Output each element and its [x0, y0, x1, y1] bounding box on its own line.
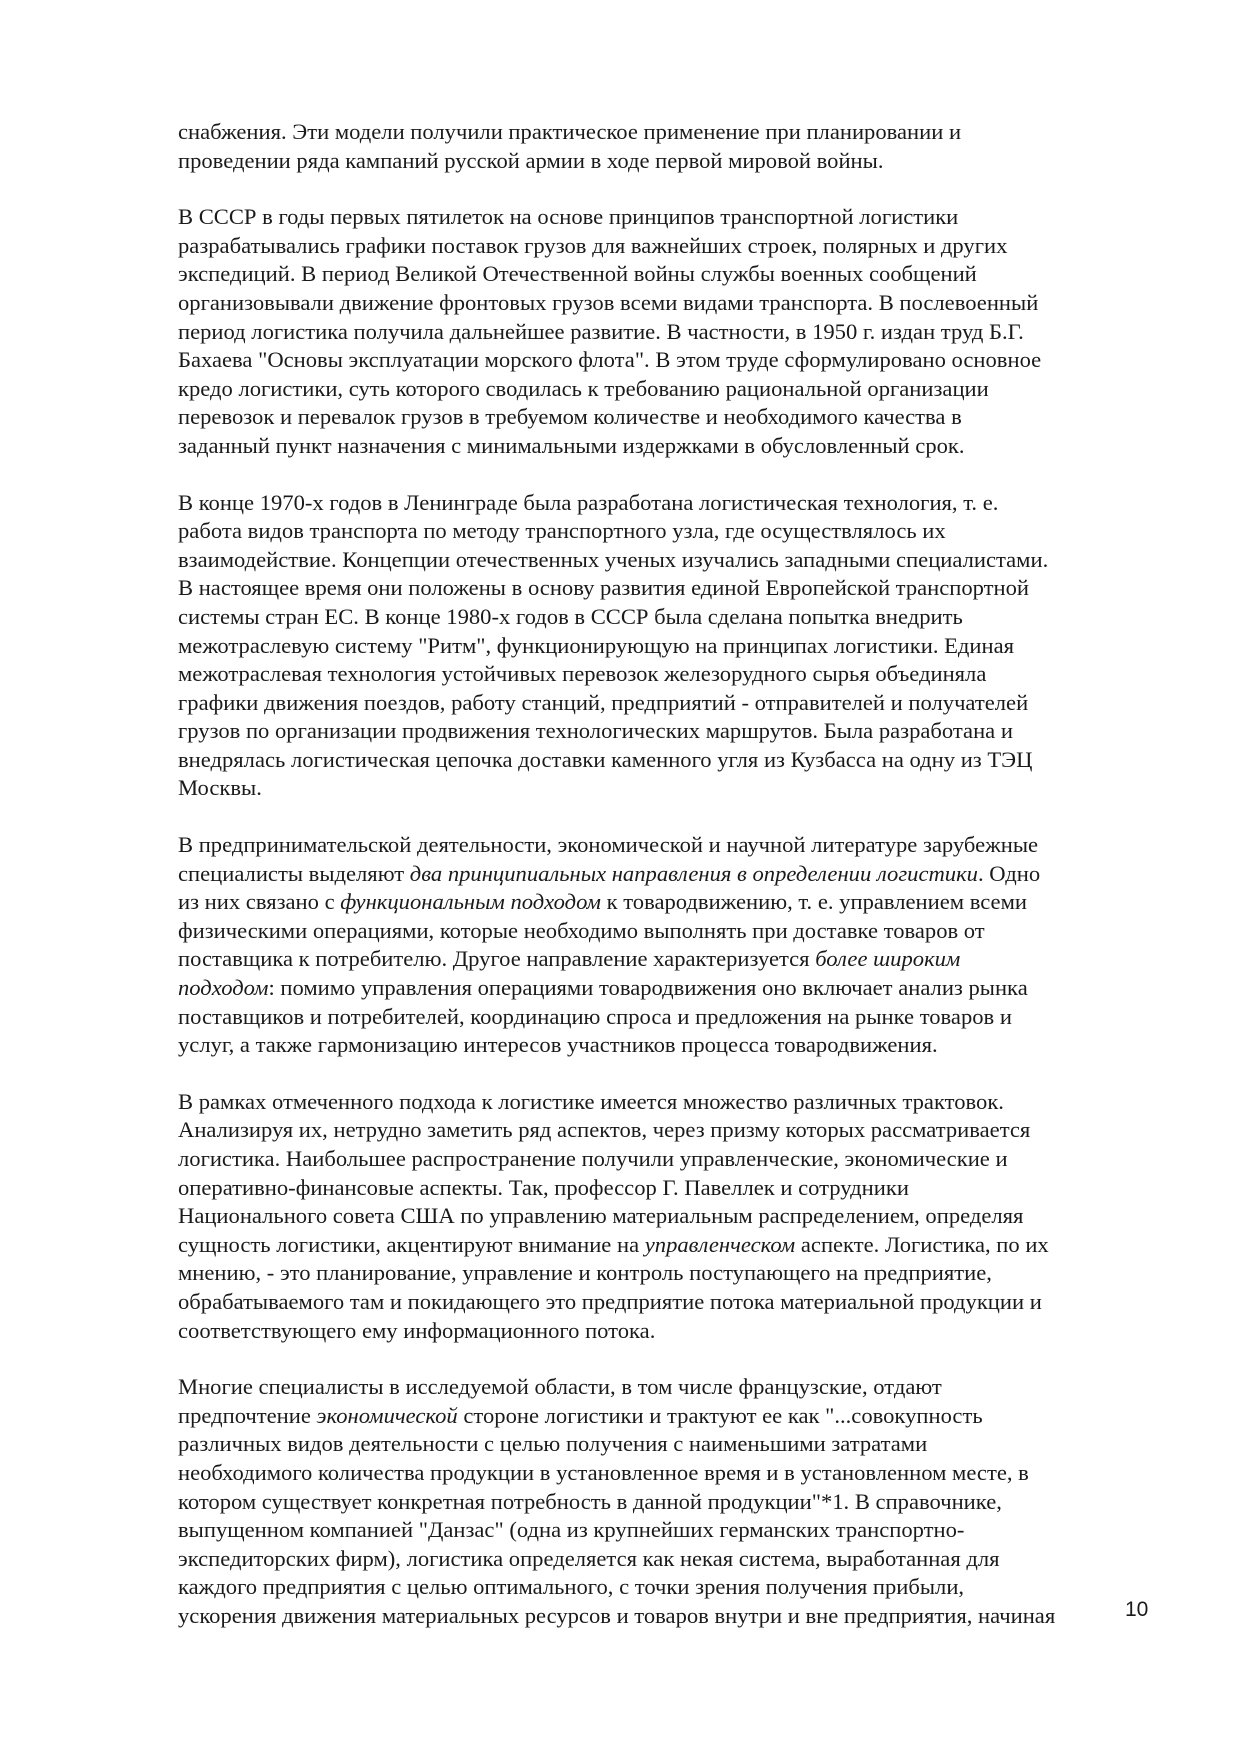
text-line: [178, 717, 1168, 746]
paragraph: [178, 489, 1168, 804]
text-segment: соответствующего ему информационного потока.: [178, 1317, 656, 1343]
text-line: [178, 1003, 1168, 1032]
text-segment: Национального совета США по управлению материальным распределением, определяя: [178, 1203, 1024, 1229]
text-line: [178, 1573, 1168, 1602]
text-segment: каждого предприятия с целью оптимального, с точки зрения получения прибыли,: [178, 1574, 965, 1600]
page-number: 10: [1125, 1598, 1149, 1621]
text-segment: В СССР в годы первых пятилеток на основе принципов транспортной логистики: [178, 204, 959, 230]
text-segment: межотраслевая технология устойчивых перевозок железорудного сырья объединяла: [178, 661, 987, 687]
text-segment: физическими операциями, которые необходимо выполнять при доставке товаров от: [178, 917, 985, 943]
text-line: [178, 689, 1168, 718]
text-segment: период логистика получила дальнейшее развитие. В частности, в 1950 г. издан труд Б.Г.: [178, 318, 1024, 344]
text-line: [178, 1259, 1168, 1288]
paragraph: [178, 831, 1168, 1060]
paragraph: [178, 1373, 1168, 1630]
text-line: [178, 1545, 1168, 1574]
text-segment: специалисты выделяют: [178, 860, 410, 886]
text-line: [178, 1317, 1168, 1346]
text-segment: к товародвижению, т. е. управлением всеми: [600, 889, 1027, 915]
text-line: [178, 318, 1168, 347]
paragraph: [178, 118, 1168, 175]
text-line: [178, 289, 1168, 318]
text-line: [178, 260, 1168, 289]
text-line: [178, 917, 1168, 946]
emphasis-text: подходом: [178, 975, 269, 1001]
text-segment: Анализируя их, нетрудно заметить ряд аспектов, через призму которых рассматривается: [178, 1117, 1031, 1143]
text-segment: экспедиторских фирм), логистика определяется как некая система, выработанная для: [178, 1545, 1000, 1571]
text-line: [178, 632, 1168, 661]
emphasis-text: управленческом: [644, 1231, 796, 1257]
text-segment: разрабатывались графики поставок грузов для важнейших строек, полярных и других: [178, 232, 1008, 258]
emphasis-text: функциональным подходом: [340, 889, 601, 915]
text-segment: заданный пункт назначения с минимальными издержками в обусловленный срок.: [178, 432, 965, 458]
text-line: [178, 489, 1168, 518]
text-line: [178, 346, 1168, 375]
text-line: [178, 118, 1168, 147]
text-line: [178, 203, 1168, 232]
text-segment: внедрялась логистическая цепочка доставки каменного угля из Кузбасса на одну из ТЭЦ: [178, 746, 1033, 772]
text-line: [178, 1602, 1168, 1631]
text-line: [178, 232, 1168, 261]
text-line: [178, 1231, 1168, 1260]
text-line: [178, 574, 1168, 603]
text-segment: оперативно-финансовые аспекты. Так, профессор Г. Павеллек и сотрудники: [178, 1174, 909, 1200]
text-segment: Многие специалисты в исследуемой области, в том числе французские, отдают: [178, 1374, 942, 1400]
text-line: [178, 1145, 1168, 1174]
text-line: [178, 1031, 1168, 1060]
text-line: [178, 1459, 1168, 1488]
text-line: [178, 974, 1168, 1003]
text-segment: предпочтение: [178, 1402, 317, 1428]
text-line: [178, 888, 1168, 917]
text-segment: Москвы.: [178, 775, 262, 801]
text-segment: грузов по организации продвижения технологических маршрутов. Была разработана и: [178, 718, 1013, 744]
text-segment: поставщика к потребителю. Другое направление характеризуется: [178, 946, 816, 972]
text-segment: . Одно: [977, 860, 1041, 886]
text-segment: графики движения поездов, работу станций, предприятий - отправителей и получателей: [178, 689, 1029, 715]
text-line: [178, 403, 1168, 432]
text-line: [178, 603, 1168, 632]
text-segment: перевозок и перевалок грузов в требуемом количестве и необходимого качества в: [178, 404, 962, 430]
emphasis-text: два принципиальных направления в определении логистики: [409, 860, 978, 886]
text-segment: стороне логистики и трактуют ее как "...совокупность: [457, 1402, 983, 1428]
text-line: [178, 1516, 1168, 1545]
text-segment: ускорения движения материальных ресурсов и товаров внутри и вне предприятия, начиная: [178, 1602, 1056, 1628]
text-segment: необходимого количества продукции в установленное время и в установленном месте, в: [178, 1459, 1029, 1485]
text-line: [178, 1373, 1168, 1402]
text-line: [178, 746, 1168, 775]
text-segment: обрабатываемого там и покидающего это предприятие потока материальной продукции и: [178, 1288, 1042, 1314]
text-line: [178, 1402, 1168, 1431]
text-segment: проведении ряда кампаний русской армии в ходе первой мировой войны.: [178, 147, 884, 173]
text-line: [178, 147, 1168, 176]
text-line: [178, 1202, 1168, 1231]
emphasis-text: более широким: [815, 946, 961, 972]
text-segment: котором существует конкретная потребность в данной продукции"*1. В справочнике,: [178, 1488, 1002, 1514]
text-line: [178, 1116, 1168, 1145]
text-line: [178, 660, 1168, 689]
text-line: [178, 860, 1168, 889]
text-line: [178, 1174, 1168, 1203]
emphasis-text: экономической: [316, 1402, 458, 1428]
text-segment: В настоящее время они положены в основу развития единой Европейской транспортной: [178, 575, 1030, 601]
text-segment: снабжения. Эти модели получили практическое применение при планировании и: [178, 119, 962, 144]
text-line: [178, 774, 1168, 803]
text-segment: выпущенном компанией "Данзас" (одна из крупнейших германских транспортно-: [178, 1517, 965, 1543]
text-line: [178, 375, 1168, 404]
text-segment: из них связано с: [178, 889, 341, 915]
text-segment: В рамках отмеченного подхода к логистике имеется множество различных трактовок.: [178, 1088, 1004, 1114]
text-segment: В конце 1970-х годов в Ленинграде была разработана логистическая технология, т. е.: [178, 489, 999, 515]
text-line: [178, 517, 1168, 546]
text-segment: : помимо управления операциями товародвижения оно включает анализ рынка: [268, 975, 1028, 1001]
text-segment: различных видов деятельности с целью получения с наименьшими затратами: [178, 1431, 928, 1457]
text-segment: сущность логистики, акцентируют внимание на: [178, 1231, 645, 1257]
paragraph: [178, 1088, 1168, 1345]
text-line: [178, 1430, 1168, 1459]
text-segment: организовывали движение фронтовых грузов всеми видами транспорта. В послевоенный: [178, 289, 1039, 315]
text-segment: мнению, - это планирование, управление и контроль поступающего на предприятие,: [178, 1260, 992, 1286]
text-line: [178, 1088, 1168, 1117]
text-segment: аспекте. Логистика, по их: [795, 1231, 1049, 1257]
text-segment: системы стран ЕС. В конце 1980-х годов в СССР была сделана попытка внедрить: [178, 603, 963, 629]
text-line: [178, 1488, 1168, 1517]
text-segment: логистика. Наибольшее распространение получили управленческие, экономические и: [178, 1146, 1008, 1171]
text-segment: В предпринимательской деятельности, экономической и научной литературе зарубежные: [178, 832, 1039, 858]
text-line: [178, 432, 1168, 461]
text-line: [178, 945, 1168, 974]
text-line: [178, 831, 1168, 860]
text-line: [178, 546, 1168, 575]
text-line: [178, 1288, 1168, 1317]
text-segment: межотраслевую систему "Ритм", функционирующую на принципах логистики. Единая: [178, 632, 1015, 658]
paragraph: [178, 203, 1168, 460]
text-segment: поставщиков и потребителей, координацию спроса и предложения на рынке товаров и: [178, 1003, 1012, 1029]
body-text: [178, 118, 1168, 1659]
text-segment: работа видов транспорта по методу транспортного узла, где осуществлялось их: [178, 518, 946, 544]
text-segment: взаимодействие. Концепции отечественных ученых изучались западными специалистами.: [178, 546, 1049, 572]
text-segment: экспедиций. В период Великой Отечественной войны службы военных сообщений: [178, 261, 977, 287]
text-segment: услуг, а также гармонизацию интересов участников процесса товародвижения.: [178, 1032, 938, 1058]
text-segment: Бахаева "Основы эксплуатации морского флота". В этом труде сформулировано основное: [178, 347, 1042, 373]
text-segment: кредо логистики, суть которого сводилась к требованию рациональной организации: [178, 375, 989, 401]
